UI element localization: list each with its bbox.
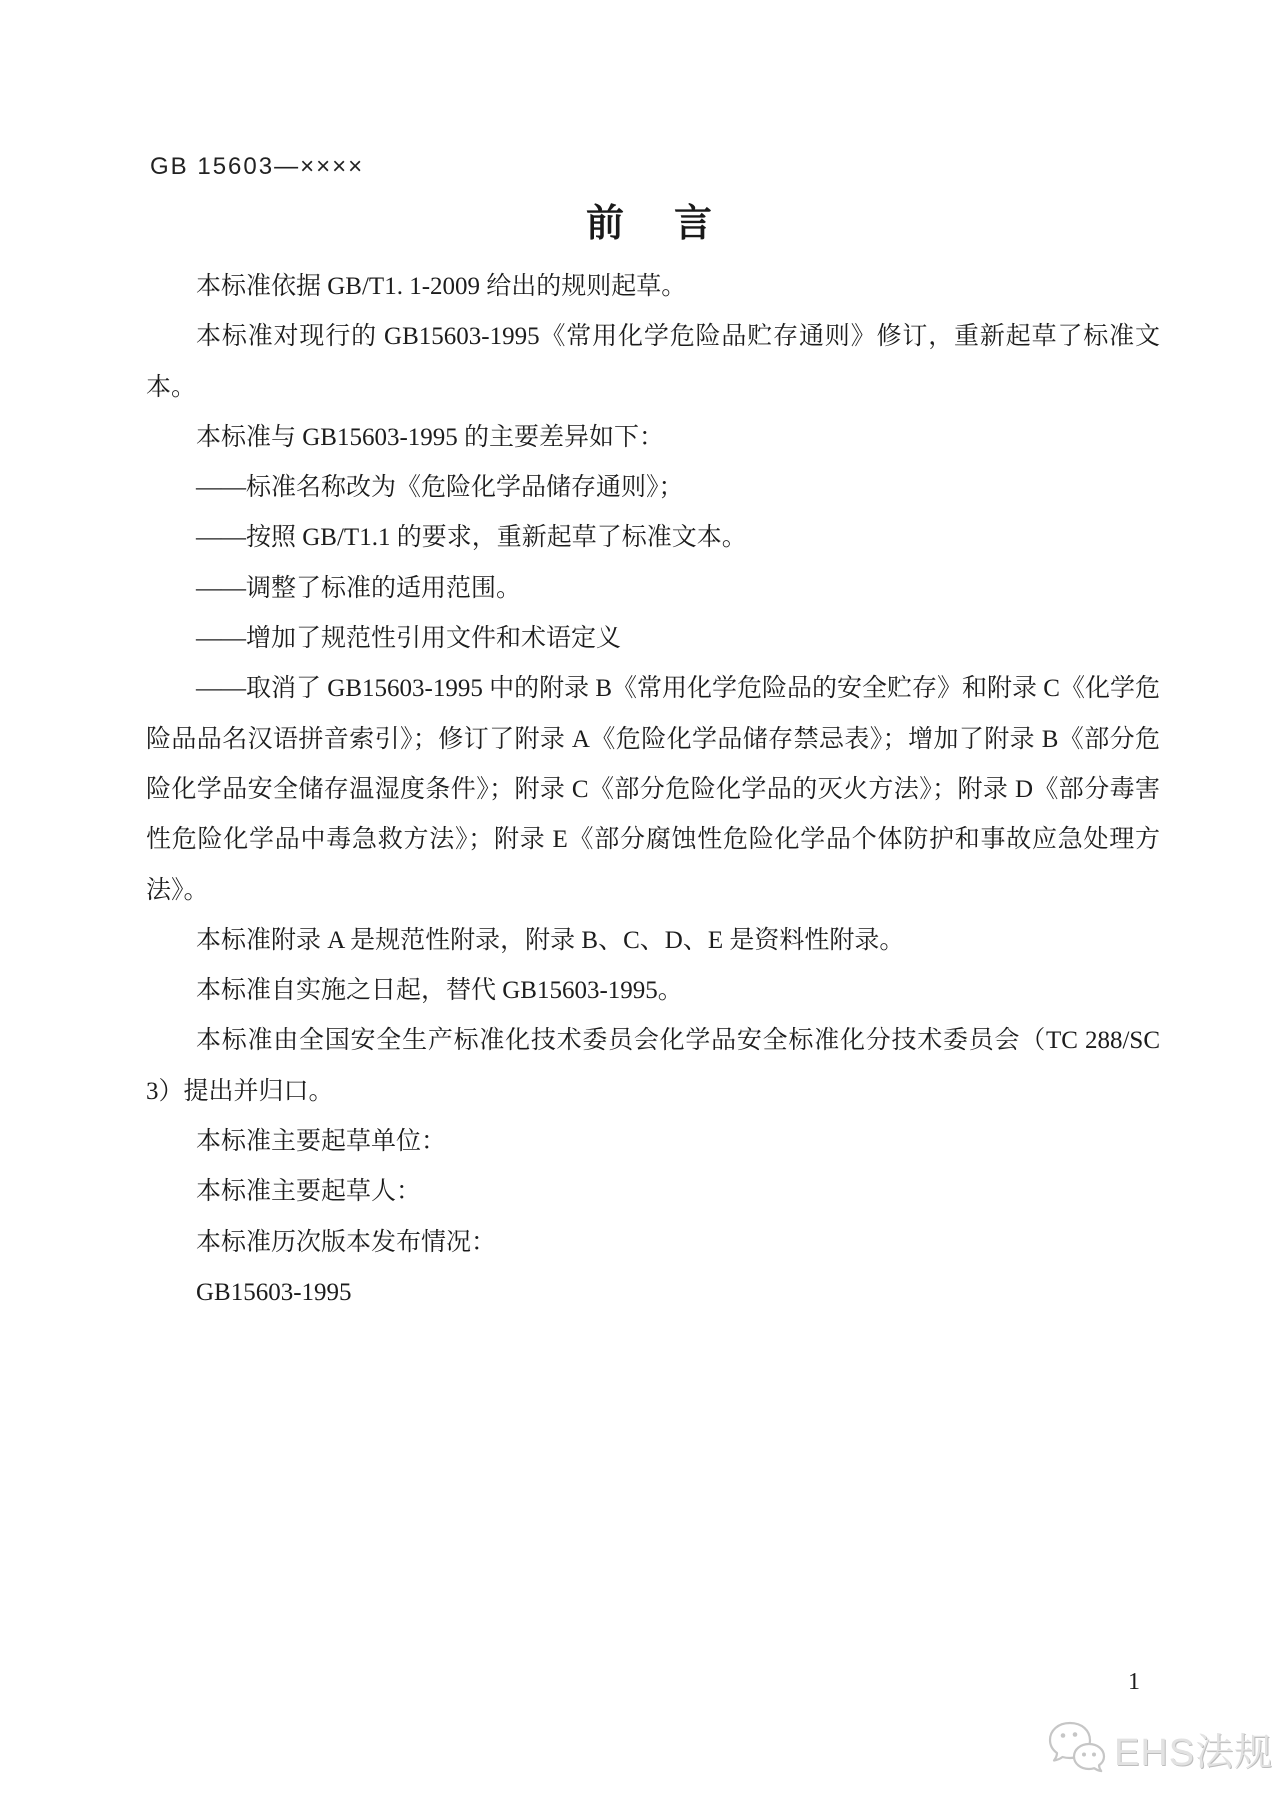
watermark-label: EHS法规 xyxy=(1114,1731,1274,1774)
paragraph: 本标准主要起草单位： xyxy=(196,1128,447,1156)
paragraph: 本标准与 GB15603-1995 的主要差异如下： xyxy=(196,423,665,451)
paragraph: ——取消了 GB15603-1995 中的附录 B《常用化学危险品的安全贮存》和附录 C《化学危险品品名汉语拼音索引》；修订了附录 A《危险化学品储存禁忌表》；增加了附录 B《部分危险化学品安全储存温湿度条件》；附录 C《部分危险化学品的灭火方法》；附录 D《部分毒害性危险化学品中毒急救方法》；附录 E《部分腐蚀性危险化学品个体防护和事故应急处理方法》。 xyxy=(146,675,1160,904)
paragraph: 本标准历次版本发布情况： xyxy=(196,1228,497,1256)
paragraph: 本标准自实施之日起，替代 GB15603-1995。 xyxy=(196,977,683,1005)
paragraph: 本标准依据 GB/T1. 1-2009 给出的规则起草。 xyxy=(196,273,687,300)
wechat-icon xyxy=(1046,1718,1108,1778)
foreword-body xyxy=(146,262,1160,1318)
paragraph: 本标准对现行的 GB15603-1995《常用化学危险品贮存通则》修订，重新起草了标准文本。 xyxy=(146,323,1160,401)
paragraph: ——按照 GB/T1.1 的要求，重新起草了标准文本。 xyxy=(196,524,747,552)
page-number: 1 xyxy=(1128,1669,1140,1695)
page-title: 前 言 xyxy=(585,203,718,245)
paragraph: GB15603-1995 xyxy=(196,1278,352,1306)
paragraph: ——调整了标准的适用范围。 xyxy=(196,574,522,602)
paragraph: ——标准名称改为《危险化学品储存通则》； xyxy=(196,474,684,502)
paragraph: 本标准附录 A 是规范性附录，附录 B、C、D、E 是资料性附录。 xyxy=(196,926,905,954)
watermark xyxy=(1046,1718,1273,1778)
paragraph: 本标准由全国安全生产标准化技术委员会化学品安全标准化分技术委员会（TC 288/SC 3）提出并归口。 xyxy=(146,1027,1160,1105)
standard-number: GB 15603—×××× xyxy=(150,153,365,180)
paragraph: ——增加了规范性引用文件和术语定义 xyxy=(196,625,622,653)
paragraph: 本标准主要起草人： xyxy=(196,1178,422,1206)
